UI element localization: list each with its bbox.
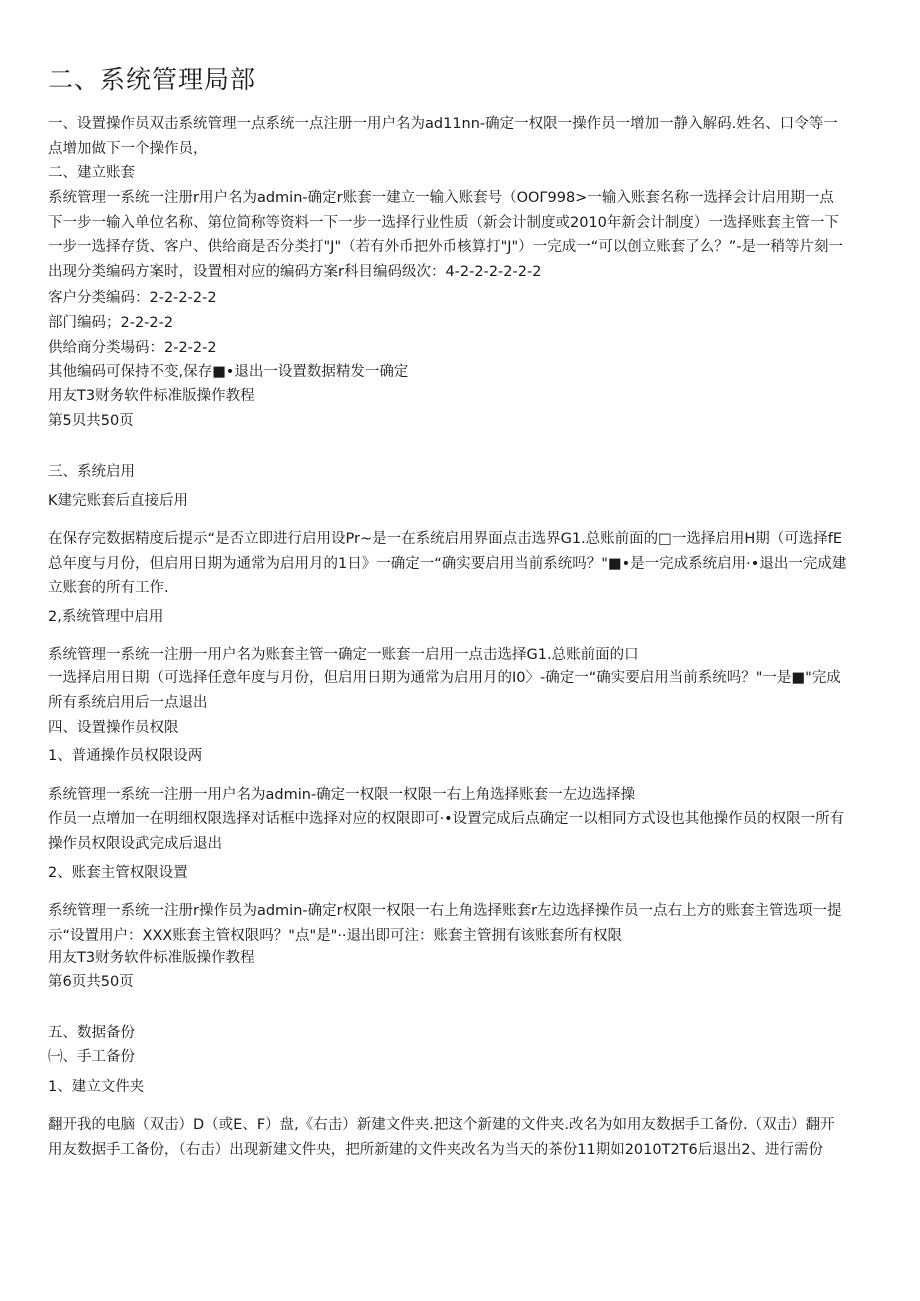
heading-normal-operator-permissions: 1、普通操作员权限设两 [48, 748, 203, 764]
paragraph-create-folder: 翻开我的电脑（双击）D（或E、F）盘,《右击）新建文件夹.把这个新建的文件夹.改名为如用友数据手工备份.（双击）翻开用友数据手工备份，（右击）出现新建文件央，把所新建的文件夹改名为当天的茶份11期如2010T2T6后退出2、进行需份 [48, 1117, 835, 1158]
heading-enable-after-create: K建完账套后直接后用 [48, 493, 189, 509]
paragraph-department-code: 部门编码；2-2-2-2 [48, 315, 174, 331]
paragraph-enable-select-date: 一选择启用日期（可选择任意年度与月份，但启用日期为通常为启用月的I0〉-确定一“确实要启用当前系统吗？"一是■"完成所有系统启用后一点退出 [48, 670, 841, 711]
paragraph-operator-setup: 一、设置操作员双击系统管理一点系统一点注册一用户名为ad11nn-确定一权限一操作员一增加一静入解码.姓名、口令等一点增加做下一个操作员， [48, 116, 838, 157]
heading-create-account-set: 二、建立账套 [48, 165, 135, 181]
page-number: 第6页共50页 [48, 974, 134, 990]
page-number: 第5贝共50页 [48, 413, 134, 429]
paragraph-enable-after-create: 在保存完数据精度后提示“是否立即进行启用设Pr~是一在系统启用界面点击选界G1.总账前面的□一选择启用H期（可选择fE总年度与月份，但启用日期为通常为启用月的1日》一确定一“确实要启用当前系统吗？"■•是一完成系统启用·•退出一完成建立账套的所有工作. [48, 531, 847, 596]
paragraph-supervisor-permissions: 系统管理一系统一注册r操作员为admin-确定r权限一权限一右上角选择账套r左边选择操作员一点右上方的账套主管选项一提示“设置用户：XXX账套主管权限吗？"点"是"··退出即可注：账套主管拥有该账套所有权限 [48, 903, 842, 944]
paragraph-enable-in-system-management: 系统管理一系统一注册一用户名为账套主管一确定一账套一启用一点击选择G1.总账前面的口 [48, 647, 639, 663]
paragraph-normal-permissions-1: 系统管理一系统一注册一用户名为admin-确定一权限一权限一右上角选择账套一左边选择操 [48, 787, 636, 803]
page-title: 二、系统管理局部 [48, 65, 257, 94]
heading-enable-in-system-management: 2,系统管理中启用 [48, 609, 164, 625]
heading-system-enable: 三、系统启用 [48, 464, 135, 480]
heading-supervisor-permissions: 2、账套主管权限设置 [48, 865, 188, 881]
page-footer-title: 用友T3财务软件标准版操作教程 [48, 950, 255, 966]
heading-manual-backup: ㈠、手工备份 [48, 1049, 135, 1065]
paragraph-create-account-set: 系统管理一系统一注册r用户名为admin-确定r账套一建立一输入账套号（OOΓ998>一输入账套名称一选择会计启用期一点下一步一输入单位名称、第位简称等资料一下一步一选择行业性质（新会计制度或2010年新会计制度）一选择账套主管一下一步一选择存货、客户、供给商是否分类打"J"（若有外币把外币核算打"J"）一完成一“可以创立账套了么？”-是一稍等片刻一出现分类编码方案时，设置相对应的编码方案r科目编码级次：4-2-2-2-2-2-2 [48, 190, 843, 280]
paragraph-supplier-code: 供给商分类場码：2-2-2-2 [48, 340, 217, 356]
page-footer-title: 用友T3财务软件标准版操作教程 [48, 388, 255, 404]
paragraph-customer-code: 客户分类编码：2-2-2-2-2 [48, 290, 217, 306]
heading-data-backup: 五、数据备份 [48, 1025, 135, 1041]
paragraph-normal-permissions-2: 作员一点增加一在明细权限选择对话框中选择对应的权限即可·•设置完成后点确定一以相同方式设也其他操作员的权限一所有操作员权限设武完成后退出 [48, 811, 845, 852]
heading-create-folder: 1、建立文件夹 [48, 1079, 145, 1095]
paragraph-other-codes: 其他编码可保持不变,保存■•退出一设置数据精发一确定 [48, 364, 409, 380]
heading-operator-permissions: 四、设置操作员权限 [48, 720, 179, 736]
